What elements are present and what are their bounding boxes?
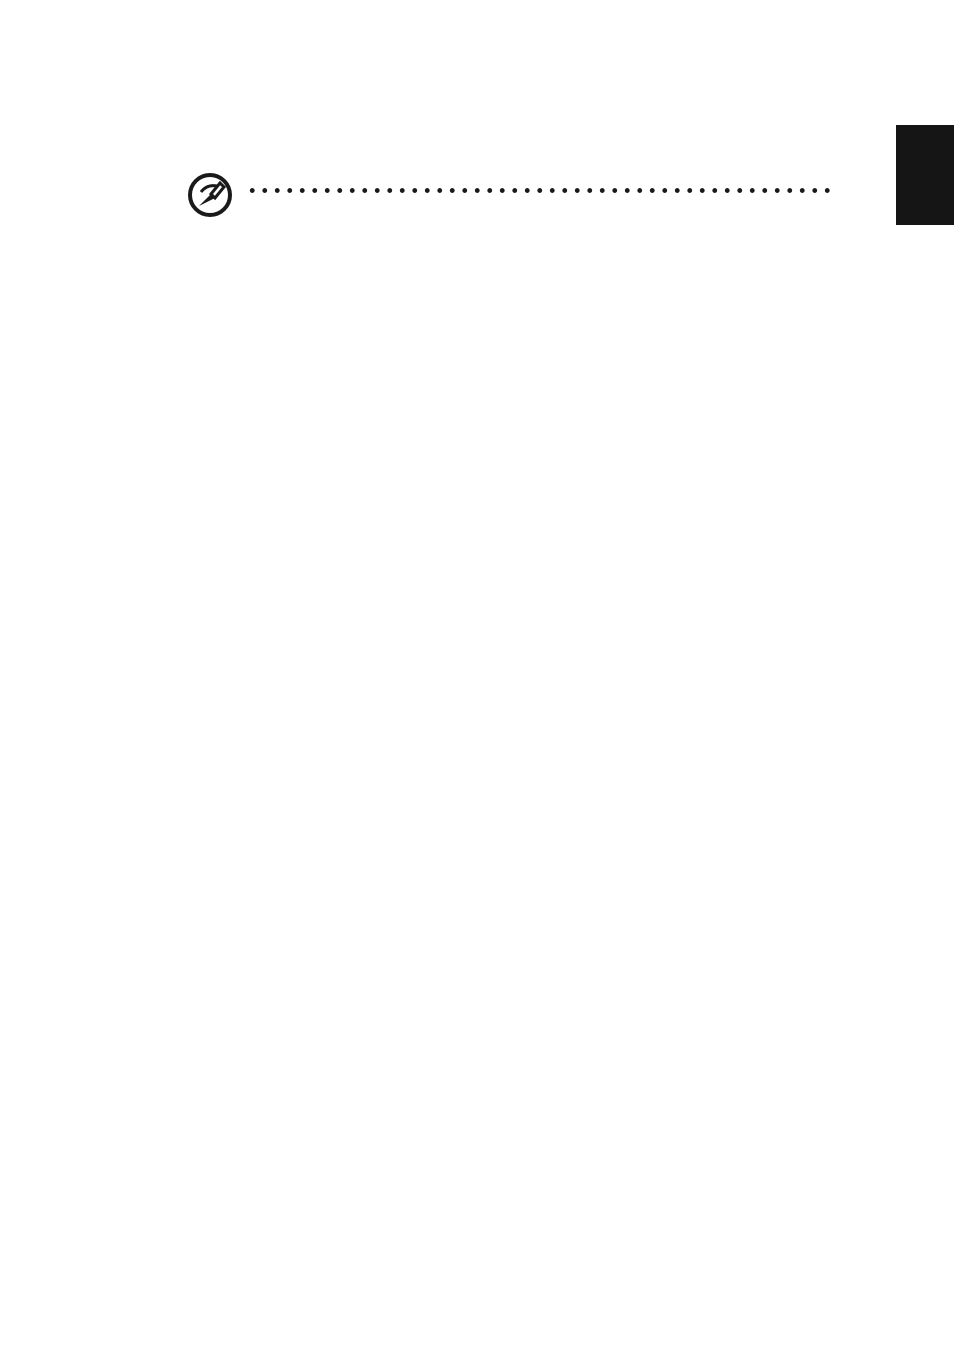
note-icon bbox=[187, 172, 233, 218]
dotted-separator bbox=[246, 188, 832, 193]
language-tab bbox=[896, 125, 954, 225]
